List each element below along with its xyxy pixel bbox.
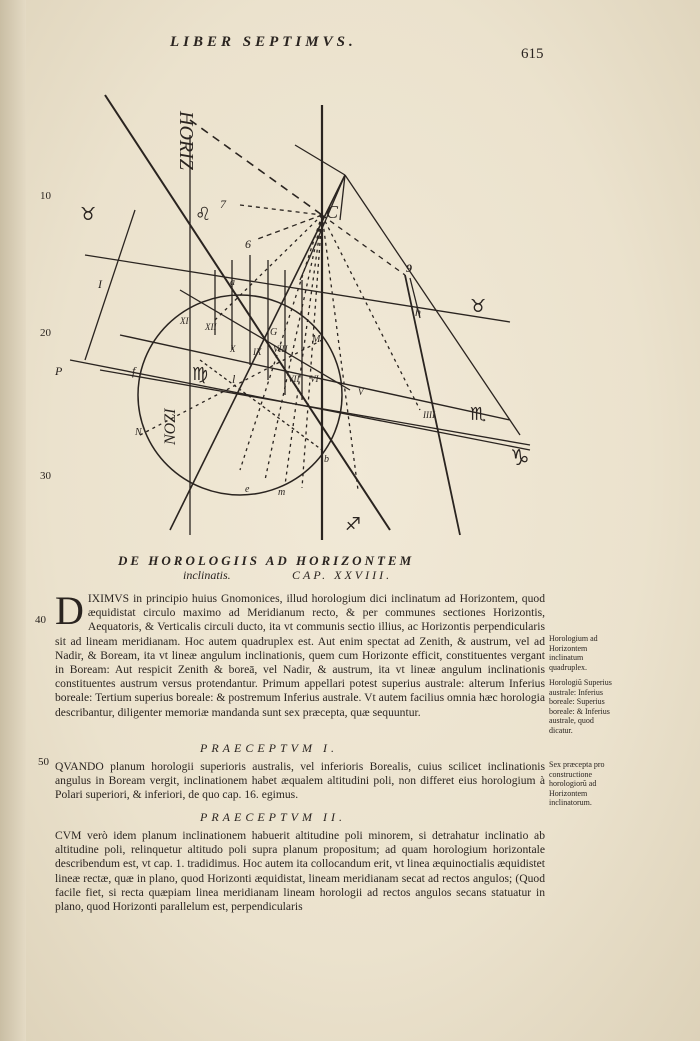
precept-1-title: PRAECEPTVM I.: [200, 741, 338, 755]
scorpio-sign-icon: ♏: [470, 404, 487, 425]
page-number: 615: [521, 46, 544, 62]
label-n: N: [135, 427, 142, 438]
label-ix: IX: [253, 347, 262, 357]
right-vertical-ish: [405, 275, 460, 535]
precept-2-text: CVM verò idem planum inclinationem habuerit altitudine poli minorem, si detrahatur inclinatio ab altitudine poli, relinquetur altitudo poli supra planum propositum; ad quam horologium horizontale describendum est, vt cap. 1. tradidimus. Hoc autem ita collocandum erit, vt linea æquinoctialis æquidistet lineæ rectæ, quæ in plano, quod Horizonti æquidistat, lineam meridianam secat ad rectos angulos; (Quod facile fiet, si recta quæpiam linea meridianam lineam horologii ad rectos angulos secans statuatur in plano, quod Horizonti parallelum est, perpendicularis: [55, 829, 545, 914]
drop-cap: D: [55, 588, 84, 633]
leo-sign-icon: ♌: [195, 204, 212, 225]
label-6: 6: [245, 237, 251, 251]
label-xii: XII: [205, 322, 217, 332]
label-x: X: [230, 344, 236, 354]
label-vi: VI: [310, 374, 319, 384]
label-vii: VII: [288, 374, 300, 384]
running-head: LIBER SEPTIMVS.: [170, 34, 357, 50]
hour-line-x: [240, 215, 322, 470]
intro-paragraph: [55, 588, 545, 720]
label-e: e: [245, 484, 250, 495]
line-top-to-c: [295, 145, 345, 175]
line-number-40: 40: [35, 614, 46, 626]
line-c-to-right: [345, 175, 520, 435]
hour-line-v: [322, 215, 358, 490]
label-xi: XI: [180, 316, 189, 326]
label-h: h: [415, 305, 421, 319]
precept-1-text: QVANDO planum horologii superioris australis, vel inferioris Borealis, cuius scilicet inclinationis angulus in Boream vergit, inclinationem habet æqualem altitudini poli, non differet eius horologium à Polari superiori, & inferiori, de quo cap. 16. egimus.: [55, 760, 545, 802]
left-oblique-line: [85, 210, 135, 360]
label-viii: VIII: [273, 344, 288, 354]
label-iiii: IIII: [423, 410, 435, 420]
label-9: 9: [406, 261, 412, 275]
margin-note-3: Sex præcepta pro constructione horologiorũ ad Horizontem inclinatorum.: [549, 760, 605, 807]
label-l: l: [232, 372, 236, 386]
sundial-construction-diagram: [40, 90, 550, 550]
page-gutter-shadow: [0, 0, 26, 1041]
intro-paragraph-text: IXIMVS in principio huius Gnomonices, illud horologium dici inclinatum ad Horizontem, quod æquidistat circulo maximo ad Meridianum recto, & per communes sectiones Horizontis, Aequatoris, & Verticalis circuli ducto, ita vt communis sectio illius, ac Horizontis perpendicularis sit ad lineam meridianam. Hoc autem quadruplex est. Aut enim spectat ad Zenith, & austrum, vel ad Nadir, & Boream, ita vt lineæ angulum inclinationis, quem cum Horizonte efficit, constituentes vergant in Boream: Aut respicit Zenith & boreā, vel Nadir, & austrum, ita vt lineæ angulum inclinationis constituentes austrum versus protendantur. Primum appellari potest superius australe: alterum Inferius boreale: Tertium superius boreale: & postremum Inferius australe. Vt autem facilius omnia hæc horologia describantur, diligenter memoriæ mandanda sunt sex præcepta, quæ sequuntur.: [55, 592, 545, 719]
dashed-c-6: [255, 215, 322, 240]
dashed-upper: [190, 120, 322, 215]
diagonal-line-main: [105, 95, 390, 530]
chapter-number: CAP. XXVIII.: [292, 568, 393, 582]
label-m: m: [278, 487, 286, 498]
chapter-caption-sub: inclinatis.: [183, 568, 231, 582]
precept-2-title: PRAECEPTVM II.: [200, 810, 346, 824]
label-nozi: NOZI: [162, 408, 179, 445]
label-v: V: [358, 387, 364, 397]
label-f: f: [132, 364, 136, 378]
label-7: 7: [220, 197, 226, 211]
taurus-sign-right-icon: ♉: [470, 296, 487, 317]
margin-note-2: Horologiũ Superius australe: Inferius boreale: Superius boreale: & Inferius australe, quod dicatur.: [549, 678, 612, 735]
taurus-sign-icon: ♉: [80, 204, 97, 225]
margin-note-1: Horologium ad Horizontem inclinatum quadruplex.: [549, 634, 598, 672]
label-i: I: [98, 277, 102, 291]
label-m-upper: M: [312, 334, 321, 345]
line-number-20: 20: [40, 327, 51, 339]
label-a: a: [230, 277, 235, 288]
virgo-sign-icon: ♍: [192, 364, 209, 385]
line-number-30: 30: [40, 470, 51, 482]
label-g: G: [270, 327, 278, 338]
capricorn-sign-icon: ♑: [510, 446, 530, 471]
line-number-10: 10: [40, 190, 51, 202]
label-p: P: [55, 364, 63, 378]
line-number-50: 50: [38, 756, 49, 768]
chapter-caption: DE HOROLOGIIS AD HORIZONTEM: [118, 553, 415, 568]
label-horiz: HORIZ: [175, 111, 197, 170]
label-c: C: [326, 202, 339, 222]
sagittarius-sign-icon: ♐: [345, 514, 362, 535]
hour-line-iiii: [322, 215, 420, 410]
label-b: b: [324, 454, 329, 465]
